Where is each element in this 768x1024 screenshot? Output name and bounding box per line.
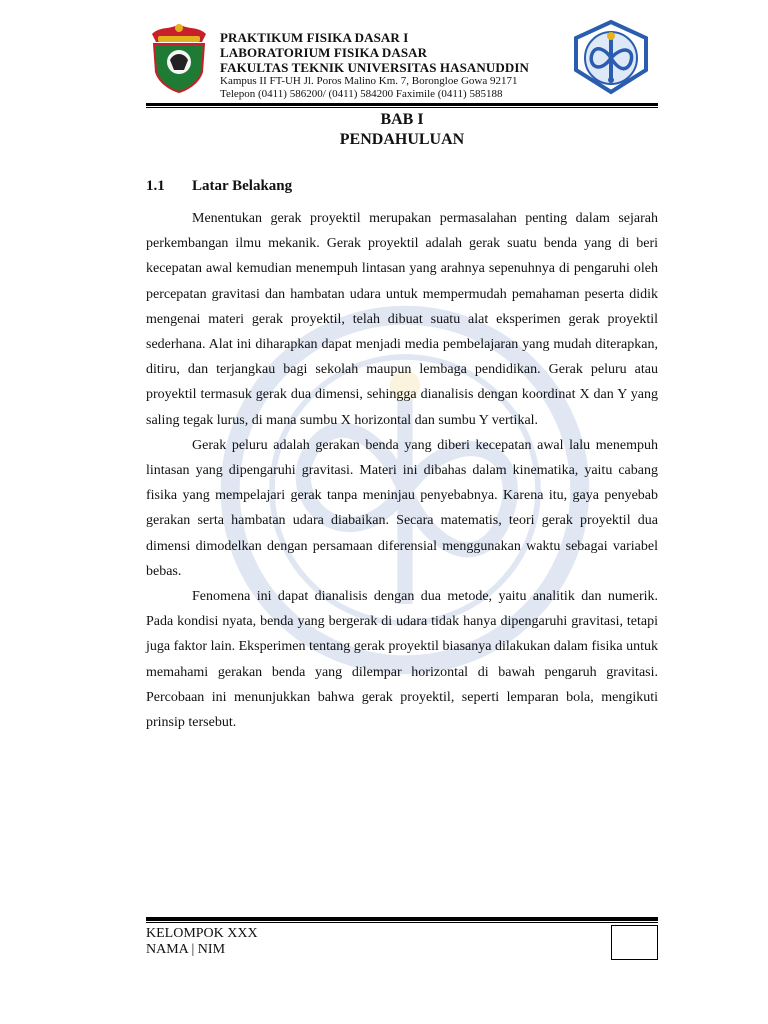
header-phone: Telepon (0411) 586200/ (0411) 584200 Faximile (0411) 585188 [220, 88, 503, 100]
header-rule-thick [146, 103, 658, 106]
section-number: 1.1 [146, 178, 165, 194]
paragraph: Fenomena ini dapat dianalisis dengan dua metode, yaitu analitik dan numerik. Pada kondisi nyata, benda yang bergerak di udara tidak hanya dipengaruhi gravitasi, tetapi juga faktor lain. Eksperimen tentang gerak proyektil biasanya dilakukan dalam fisika untuk memahami gerakan benda yang dilempar horizontal di bawah pengaruh gravitasi. Percobaan ini menunjukkan bahwa gerak proyektil, seperti lemparan bola, mengikuti prinsip tersebut. [146, 589, 658, 731]
footer-name-nim: NAMA | NIM [146, 942, 226, 957]
paragraph: Menentukan gerak proyektil merupakan permasalahan penting dalam sejarah perkembangan ilmu mekanik. Gerak proyektil adalah gerak suatu benda yang di beri kecepatan awal kemudian menempuh lintasan yang arahnya sepenuhnya di pengaruhi oleh percepatan gravitasi dan hambatan udara untuk mempermudah pemahaman peserta didik mengenai materi gerak proyektil, telah dibuat suatu alat eksperimen gerak proyektil sederhana. Alat ini diharapkan dapat menjadi media pembelajaran yang mudah diterapkan, ditiru, dan terjangkau bagi sekolah maupun lembaga pendidikan. Gerak peluru atau proyektil termasuk gerak dua dimensi, sehingga dianalisis dengan koordinat X dan Y yang saling tegak lurus, di mana sumbu X horizontal dan sumbu Y vertikal. [146, 211, 658, 428]
chapter-heading [146, 110, 658, 150]
chapter-title: PENDAHULUAN [339, 131, 465, 148]
body-text [146, 206, 658, 735]
page-number-box [611, 925, 658, 960]
unhas-crest-icon [146, 20, 212, 94]
section-title: Latar Belakang [192, 178, 293, 194]
footer-rule-thick [146, 917, 658, 921]
header-line-faculty: FAKULTAS TEKNIK UNIVERSITAS HASANUDDIN [220, 60, 530, 75]
physics-lab-logo-icon [566, 18, 656, 96]
chapter-label: BAB I [380, 111, 424, 128]
section-heading [146, 178, 292, 195]
footer-info [146, 926, 258, 958]
header-line-lab: LABORATORIUM FISIKA DASAR [220, 45, 428, 60]
paragraph: Gerak peluru adalah gerakan benda yang diberi kecepatan awal lalu menempuh lintasan yang dipengaruhi gravitasi. Materi ini dibahas dalam kinematika, yaitu cabang fisika yang mempelajari gerak tanpa meninjau penyebabnya. Karena itu, gaya penyebab gerakan serta hambatan udara diabaikan. Secara matematis, teori gerak proyektil dua dimensi dimodelkan dengan persamaan diferensial menggunakan waktu sebagai variabel bebas. [146, 437, 658, 579]
header-line-course: PRAKTIKUM FISIKA DASAR I [220, 30, 409, 45]
footer-group: KELOMPOK XXX [146, 926, 258, 941]
header-address: Kampus II FT-UH Jl. Poros Malino Km. 7, Borongloe Gowa 92171 [220, 75, 518, 87]
letterhead-text [220, 30, 565, 101]
header-rule-thin [146, 107, 658, 108]
letterhead [146, 18, 658, 104]
footer-rule-thin [146, 922, 658, 923]
